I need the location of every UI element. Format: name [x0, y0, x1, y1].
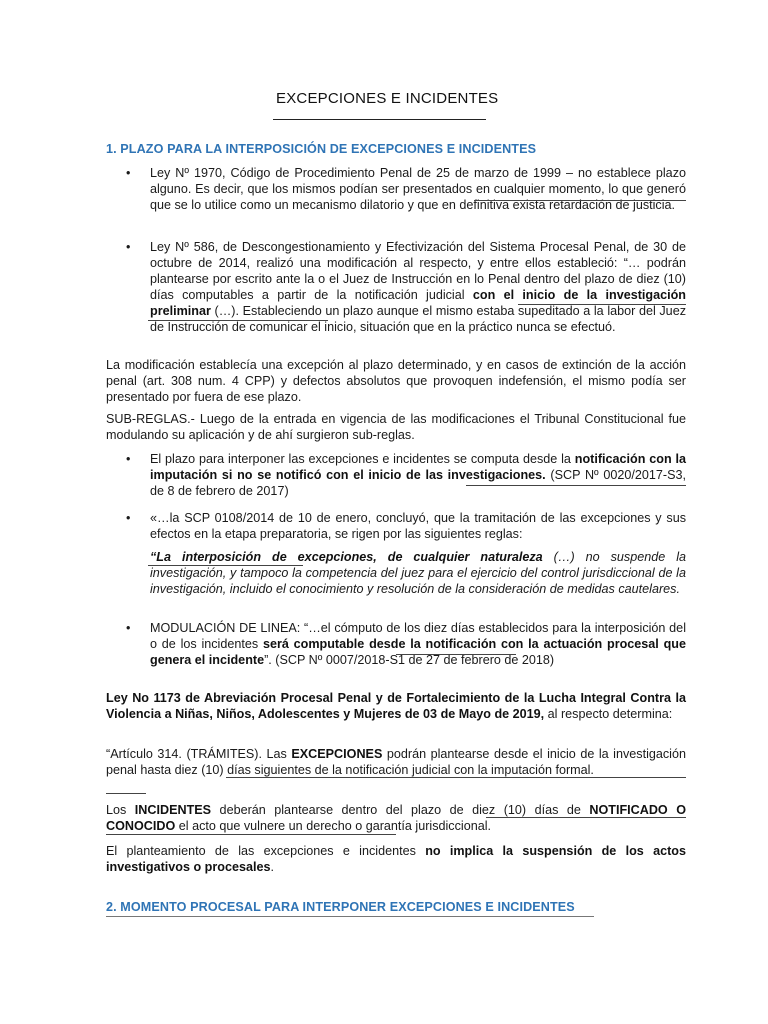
ink-underline [474, 200, 686, 201]
bold-run: NOTIFICADO O CONOCIDO [106, 803, 686, 833]
text-run: MODULACIÓN DE LINEA: “…el cómputo de los diez días establecidos para la interposición del o de los incidentes [150, 621, 686, 651]
text-run: ”. (SCP Nº 0007/2018-S1 de 27 de febrero de 2018) [264, 653, 555, 667]
text-run: deberán plantearse dentro del plazo de diez (10) días de [211, 803, 590, 817]
bold-run: INCIDENTES [134, 803, 212, 817]
bullet-icon: • [126, 240, 131, 254]
bold-run: Ley No 1173 de Abreviación Procesal Penal y de Fortalecimiento de la Lucha Integral Contra la Violencia a Niñas, Niños, Adolescentes y Mujeres de 03 de Mayo de 2019, [106, 691, 686, 721]
paragraph-incidentes [106, 802, 686, 834]
bold-run: “La interposición de excepciones, de cualquier naturaleza [150, 550, 543, 564]
ink-underline [226, 777, 686, 778]
paragraph-sub-reglas: SUB-REGLAS.- Luego de la entrada en vigencia de las modificaciones el Tribunal Constitucional fue modulando su aplicación y de ahí surgieron sub-reglas. [106, 412, 686, 442]
ink-underline [106, 793, 146, 794]
paragraph-ley-1173 [106, 690, 686, 722]
text-run: El planteamiento de las excepciones e incidentes [106, 844, 426, 858]
ink-underline [148, 320, 328, 321]
text-run: El plazo para interponer las excepciones e incidentes se computa desde la [150, 452, 575, 466]
text-run: podrán plantearse desde el inicio de la investigación penal hasta diez (10) días siguientes de la notificación judicial con la imputación formal. [106, 747, 686, 777]
list-item-text [150, 620, 686, 668]
ink-underline [486, 817, 686, 818]
document-title: EXCEPCIONES E INCIDENTES [276, 90, 499, 107]
text-run: al respecto determina: [544, 707, 673, 721]
bold-run: EXCEPCIONES [291, 747, 383, 761]
list-item-text: Ley Nº 1970, Código de Procedimiento Penal de 25 de marzo de 1999 – no establece plazo alguno. Es decir, que los mismos podían ser presentados en cualquier momento, lo que generó que se lo utilice como un mecanismo dilatorio y que en definitiva exista retardación de justicia. [150, 166, 686, 212]
quote-block [150, 549, 686, 597]
list-item-text: «…la SCP 0108/2014 de 10 de enero, concluyó, que la tramitación de las excepciones y sus efectos en la etapa preparatoria, se rigen por las siguientes reglas: [150, 511, 686, 541]
bold-run: notificación con la imputación si no se notificó con el inicio de las investigaciones. [150, 452, 686, 482]
bullet-icon: • [126, 166, 131, 180]
text-run: Ley Nº 586, de Descongestionamiento y Efectivización del Sistema Procesal Penal, de 30 de octubre de 2014, realizó una modificación al respecto, y entre ellos estableció: “… podrán plantearse por escrito ante la o el Juez de Instrucción en lo Penal dentro del plazo de diez (10) días computables a partir de la notificación judicial [150, 240, 686, 302]
bold-run: no implica la suspensión de los actos investigativos o procesales [106, 844, 686, 874]
ink-underline [518, 304, 686, 305]
ink-underline [148, 565, 303, 566]
bullet-icon: • [126, 621, 131, 635]
text-run: Los [106, 803, 135, 817]
text-run: el acto que vulnere un derecho o garantía jurisdiccional. [175, 819, 492, 833]
bold-run: será computable desde la notificación con la actuación procesal que genera el incidente [150, 637, 686, 667]
text-run: “Artículo 314. (TRÁMITES). Las [106, 747, 292, 761]
ink-underline [396, 654, 516, 655]
title-underline [273, 119, 486, 120]
bullet-icon: • [126, 452, 131, 466]
text-run: (…) no suspende la investigación, y tampoco la competencia del juez para el ejercicio del control jurisdiccional de la investigación, incluido el conocimiento y resolución de la consideración de medidas cautelares. [150, 550, 686, 596]
text-run: (…). Estableciendo un plazo aunque el mismo estaba supeditado a la labor del Juez de Instrucción de comunicar el inicio, situación que en la práctico nunca se efectuó. [150, 304, 686, 334]
paragraph-articulo-314 [106, 746, 686, 778]
paragraph-planteamiento [106, 843, 686, 875]
heading-underline [106, 916, 594, 917]
bold-run: con el inicio de la investigación preliminar [150, 288, 686, 318]
section-heading-1: 1. PLAZO PARA LA INTERPOSICIÓN DE EXCEPCIONES E INCIDENTES [106, 142, 537, 156]
text-run: . [270, 860, 274, 874]
ink-underline [106, 834, 396, 835]
bullet-icon: • [126, 511, 131, 525]
paragraph-modificacion: La modificación establecía una excepción al plazo determinado, y en casos de extinción de la acción penal (art. 308 num. 4 CPP) y defectos absolutos que provoquen indefensión, el mismo podía ser presentado por fuera de ese plazo. [106, 358, 686, 404]
ink-underline [466, 485, 686, 486]
list-item-text [150, 451, 686, 499]
text-run: (SCP Nº 0020/2017-S3, de 8 de febrero de 2017) [150, 468, 687, 498]
section-heading-2: 2. MOMENTO PROCESAL PARA INTERPONER EXCEPCIONES E INCIDENTES [106, 900, 575, 914]
